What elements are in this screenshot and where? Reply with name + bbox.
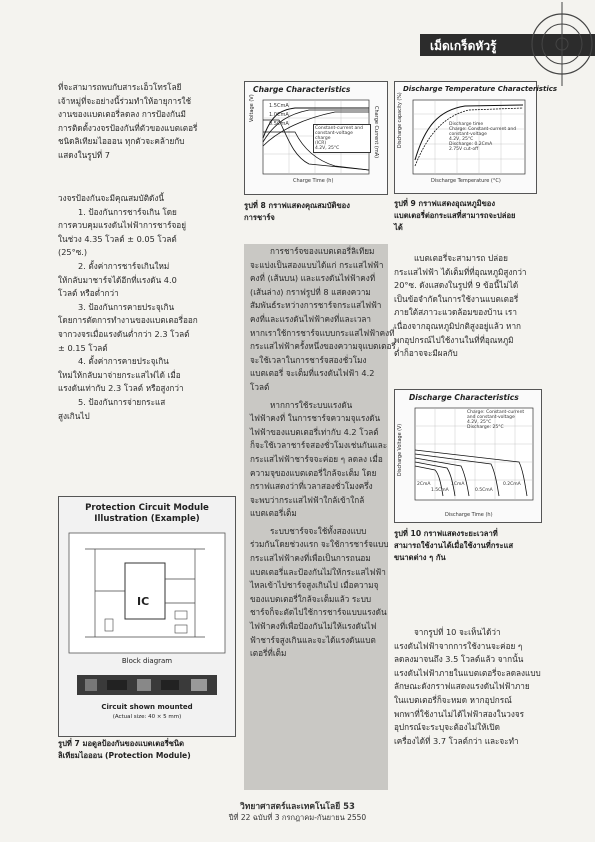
text-line: ในแบตเตอรี่ก็จะหมด หากอุปกรณ์	[394, 694, 512, 705]
figure-9-temperature-chart	[394, 81, 558, 194]
col1-protection-list	[58, 192, 198, 423]
curve-label: 2CmA	[417, 482, 431, 487]
figure-8-caption	[244, 200, 350, 224]
text-line: โวลต์ หรือต่ำกว่า	[58, 288, 119, 299]
text-line: สูงเกินไป	[58, 410, 90, 421]
caption-line: การชาร์จ	[244, 213, 275, 222]
text-line: สัมพันธ์ระหว่างการชาร์จกระแสไฟฟ้า	[250, 300, 382, 311]
section-header-title: เม็ดเกร็ดหัวรู้	[430, 39, 497, 53]
mounted-circuit-photo	[77, 671, 217, 699]
text-line: กระแสไฟฟ้าครั้งหนึ่งของความจุแบตเตอรี่	[250, 341, 396, 352]
figure-9-ylabel: Discharge capacity (%)	[398, 92, 403, 148]
legend-line: Constant-current and constant-voltage charge	[315, 126, 363, 141]
legend-line: 2.75V cut-off	[449, 147, 479, 152]
text-line: เครื่องได้ที่ 3.7 โวลต์กว่า และจะทำ	[394, 735, 519, 746]
figure-8-ylabel-right: Charge Current (mA)	[373, 106, 379, 159]
text-line: การติดตั้งวงจรป้องกันที่ตัวของแบตเตอรี่	[58, 122, 198, 133]
text-line: กระแสไฟฟ้าชาร์จจะค่อย ๆ ลดลง เมื่อ	[250, 453, 383, 464]
text-line: ลักษณะดังกราฟแสดงแรงดันไฟฟ้าภาย	[394, 681, 530, 692]
caption-line: สามารถใช้งานได้เมื่อใช้งานที่กระแส	[394, 541, 514, 550]
figure-10-caption	[394, 528, 513, 564]
text-line: เตอรี่ที่เต็ม	[250, 648, 287, 659]
text-line: (เส้นล่าง) กราฟรูปที่ 8 แสดงความ	[250, 286, 371, 297]
text-line: จะแบ่งเป็นสองแบบได้แก่ กระแสไฟฟ้า	[250, 259, 384, 270]
text-line: แสดงในรูปที่ 7	[58, 149, 110, 160]
text-line: การควบคุมแรงดันไฟฟ้าการชาร์จอยู่	[58, 220, 187, 231]
text-line: ลดลงมาจนถึง 3.5 โวลต์แล้ว จากนั้น	[394, 654, 524, 665]
legend-line: Discharge time	[449, 122, 484, 127]
curve-label: 0.5CmA	[475, 488, 493, 493]
text-line: กระแสไฟฟ้า ได้เต็มที่ที่อุณหภูมิสูงกว่า	[394, 266, 527, 277]
text-line: พกอุปกรณ์ไปใช้งานในที่ที่อุณหภูมิ	[394, 334, 514, 345]
text-line: แบตเตอรี่จะสามารถ ปล่อย	[414, 253, 508, 263]
legend-line: 4.2V, 25°C	[467, 420, 492, 425]
curve-label: 1CmA	[451, 482, 465, 487]
text-line: ชาร์จก็จะตัดไปใช้การชาร์จแบบแรงดัน	[250, 607, 387, 618]
curve-label: 1.5CmA	[431, 488, 449, 493]
text-line: แรงดันไฟฟ้าจากการใช้งานจะค่อย ๆ	[394, 640, 523, 651]
text-line: งานของแบตเตอรี่ลดลง การป้องกันมี	[58, 109, 186, 120]
text-line: 20°ซ. ดังแสดงในรูปที่ 9 ข้อนี้ไม่ได้	[394, 280, 519, 291]
text-line: จากรูปที่ 10 จะเห็นได้ว่า	[414, 627, 501, 637]
text-line: เนื่องจากอุณหภูมิปกติสูงอยู่แล้ว หาก	[394, 320, 521, 331]
text-line: ไฟฟ้าคงที่เพื่อป้องกันไม่ให้แรงดันไฟ	[250, 621, 377, 632]
figure-8-title: Charge Characteristics	[253, 85, 351, 94]
legend-line: Discharge: 25°C	[467, 425, 504, 430]
caption-line: รูปที่ 8 กราฟแสดงคุณสมบัติของ	[244, 201, 350, 210]
col1-intro	[58, 81, 197, 163]
text-line: แบตเตอรี่เต็ม	[250, 508, 297, 519]
text-line: หากเราใช้การชาร์จแบบกระแสไฟฟ้าคงที่	[250, 327, 395, 338]
legend-line: Charge: Constant-current and constant-voltage	[449, 127, 517, 137]
text-line: โวลต์	[250, 381, 270, 392]
mounted-sublabel: (Actual size: 40 × 5 mm)	[112, 714, 182, 720]
text-line: ที่จะสามารถพบกับสาระเอ็วโทรโลยี	[58, 82, 182, 92]
curve-label: 1.0CmA	[269, 112, 289, 118]
figure-10-ylabel: Discharge Voltage (V)	[398, 423, 403, 476]
caption-line: แบตเตอรี่ต่อกระแสที่สามารถจะปล่อย	[394, 211, 516, 220]
col3-top-text	[394, 252, 527, 361]
text-line: ให้กลับมาชาร์จได้อีกที่แรงดัน 4.0	[58, 274, 177, 285]
legend-line: 4.2V, 25°C	[315, 146, 340, 151]
text-line: ใหม่ให้กลับมาจ่ายกระแสไฟได้ เมื่อ	[58, 369, 181, 380]
figure-8-legend	[313, 124, 371, 153]
figure-10-title: Discharge Characteristics	[409, 393, 519, 402]
text-line: (25°ซ.)	[58, 247, 88, 258]
footer-journal-title: วิทยาศาสตร์และเทคโนโลยี 53	[240, 802, 355, 812]
text-line: จากวงจรเมื่อแรงดันต่ำกว่า 2.3 โวลต์	[58, 328, 190, 339]
text-line: แบตเตอรี่และป้องกันไม่ให้กระแสไฟฟ้า	[250, 566, 386, 577]
text-line: ร่วมกันโดยช่วงแรก จะใช้การชาร์จแบบ	[250, 539, 389, 550]
text-line: คงที่และแรงดันไฟฟ้าคงที่และเวลา	[250, 313, 372, 324]
text-line: หากการใช้ระบบแรงดัน	[270, 399, 353, 410]
figure-7-caption	[58, 738, 191, 762]
caption-line: ได้	[394, 223, 403, 232]
figure-7-title: Protection Circuit Module Illustration (Example)	[85, 503, 209, 524]
ic-label: IC	[137, 595, 150, 608]
curve-label: 1.5CmA	[269, 103, 289, 109]
caption-line: รูปที่ 10 กราฟแสดงระยะเวลาที่	[394, 529, 498, 538]
figure-10-xlabel: Discharge Time (h)	[445, 512, 493, 518]
text-line: 2. ตั้งค่าการชาร์จเกินใหม่	[78, 260, 170, 271]
text-line: ภายใต้สภาวะแวดล้อมของบ้าน เรา	[394, 307, 517, 318]
text-line: วงจรป้องกันจะมีคุณสมบัติดังนี้	[58, 193, 164, 203]
caption-line: รูปที่ 9 กราฟแสดงอุณหภูมิของ	[394, 199, 496, 208]
text-line: แรงดันไฟฟ้าภายในแบตเตอรี่จะลดลงแบบ	[394, 667, 541, 678]
text-line: 5. ป้องกันการจ่ายกระแส	[78, 396, 166, 407]
text-line: แบตเตอรี่ จะเต็มที่แรงดันไฟฟ้า 4.2	[250, 368, 375, 379]
text-line: 3. ป้องกันการคายประจุเกิน	[78, 301, 175, 312]
text-line: ของแบตเตอรี่ใกล้จะเต็มแล้ว ระบบ	[250, 593, 372, 604]
curve-label: 0.5CmA	[269, 121, 289, 127]
text-line: ± 0.15 โวลต์	[58, 342, 108, 353]
figure-8-xlabel: Charge Time (h)	[293, 178, 334, 184]
text-line: พกพาที่ใช้งานไม่ได้ไฟฟ้าสองในวงจร	[394, 708, 525, 719]
text-line: ไฟฟ้าของแบตเตอรี่เท่ากับ 4.2 โวลต์	[250, 426, 379, 437]
text-line: ไหลเข้าไปชาร์จสูงเกินไป เมื่อความจุ	[250, 580, 379, 591]
figure-9-title: Discharge Temperature Characteristics	[403, 85, 558, 93]
text-line: ก็จะใช้เวลาชาร์จสองชั่วโมงเช่นกันและ	[250, 440, 388, 451]
text-line: คงที่ (เส้นบน) และแรงดันไฟฟ้าคงที่	[250, 273, 376, 284]
curve-label: 0.2CmA	[503, 482, 521, 487]
col2-body-text	[250, 245, 396, 661]
text-line: จะใช้เวลาในการชาร์จสองชั่วโมง	[250, 354, 367, 365]
text-line: ความจุของแบตเตอรี่ใกล้จะเต็ม โดย	[250, 467, 377, 478]
legend-line: Discharge: 0.2CmA	[449, 142, 493, 147]
text-line: จะพบว่ากระแสไฟฟ้าใกล้เข้าใกล้	[250, 494, 365, 505]
figure-9-caption	[394, 198, 515, 234]
block-diagram-label: Block diagram	[121, 657, 173, 665]
figure-10-discharge-chart	[394, 389, 542, 523]
text-line: ฟ้าชาร์จสูงเกินและจะได้แรงดันแบต	[250, 634, 376, 645]
legend-line: (ICR)	[315, 141, 327, 146]
text-line: ในช่วง 4.35 โวลต์ ± 0.05 โวลต์	[58, 233, 177, 244]
caption-line: รูปที่ 7 มอดูลป้องกันของแบตเตอรี่ชนิด	[58, 739, 185, 748]
text-line: 4. ตั้งค่าการคายประจุเกิน	[78, 356, 169, 367]
figure-9-legend	[449, 122, 525, 152]
caption-line: ลิเทียมไอออน (Protection Module)	[58, 751, 191, 760]
legend-line: Charge: Constant-current and constant-voltage	[467, 410, 525, 420]
text-line: ไฟฟ้าคงที่ ในการชาร์จความจุแรงดัน	[250, 413, 381, 424]
figure-7-protection-module	[58, 496, 236, 737]
text-line: เป็นข้อจำกัดในการใช้งานแบตเตอรี่	[394, 293, 519, 304]
figure-9-xlabel: Discharge Temperature (°C)	[431, 178, 501, 184]
figure-8-ylabel-left: Voltage (V)	[249, 94, 255, 122]
text-line: อุปกรณ์จะระบุจะต้องไม่ให้เปิด	[394, 722, 500, 733]
mounted-label: Circuit shown mounted	[101, 703, 193, 711]
text-line: โดยการตัดการทำงานของแบตเตอรี่ออก	[58, 315, 198, 326]
text-line: ระบบชาร์จจะใช้ทั้งสองแบบ	[270, 525, 367, 536]
text-line: กราฟแสดงว่าที่เวลาสองชั่วโมงครึ่ง	[250, 481, 373, 492]
footer-issue-info: ปีที่ 22 ฉบับที่ 3 กรกฎาคม-กันยายน 2550	[228, 813, 367, 822]
text-line: แรงดันเท่ากับ 2.3 โวลต์ หรือสูงกว่า	[58, 383, 184, 394]
text-line: เจ้าหมู่ที่จะอย่างนี้ร่วมทำให้อายุการใช้	[58, 95, 192, 106]
text-line: กระแสไฟฟ้าคงที่เพื่อเป็นการถนอม	[250, 553, 371, 564]
target-circle-decoration	[500, 0, 595, 90]
text-line: ชนิดลิเทียมไอออน ทุกตัวจะคล้ายกับ	[58, 136, 185, 147]
text-line: การชาร์จของแบตเตอรี่ลิเทียม	[270, 246, 375, 256]
legend-line: 4.2V, 25°C	[449, 137, 474, 142]
figure-10-legend	[467, 410, 531, 430]
text-line: ต่ำก็อาจจะมีผลกับ	[394, 348, 458, 359]
figure-8-charge-chart	[244, 81, 388, 195]
caption-line: ขนาดต่าง ๆ กัน	[394, 553, 446, 562]
col3-bottom-text	[394, 626, 541, 748]
text-line: 1. ป้องกันการชาร์จเกิน โดย	[78, 206, 177, 217]
